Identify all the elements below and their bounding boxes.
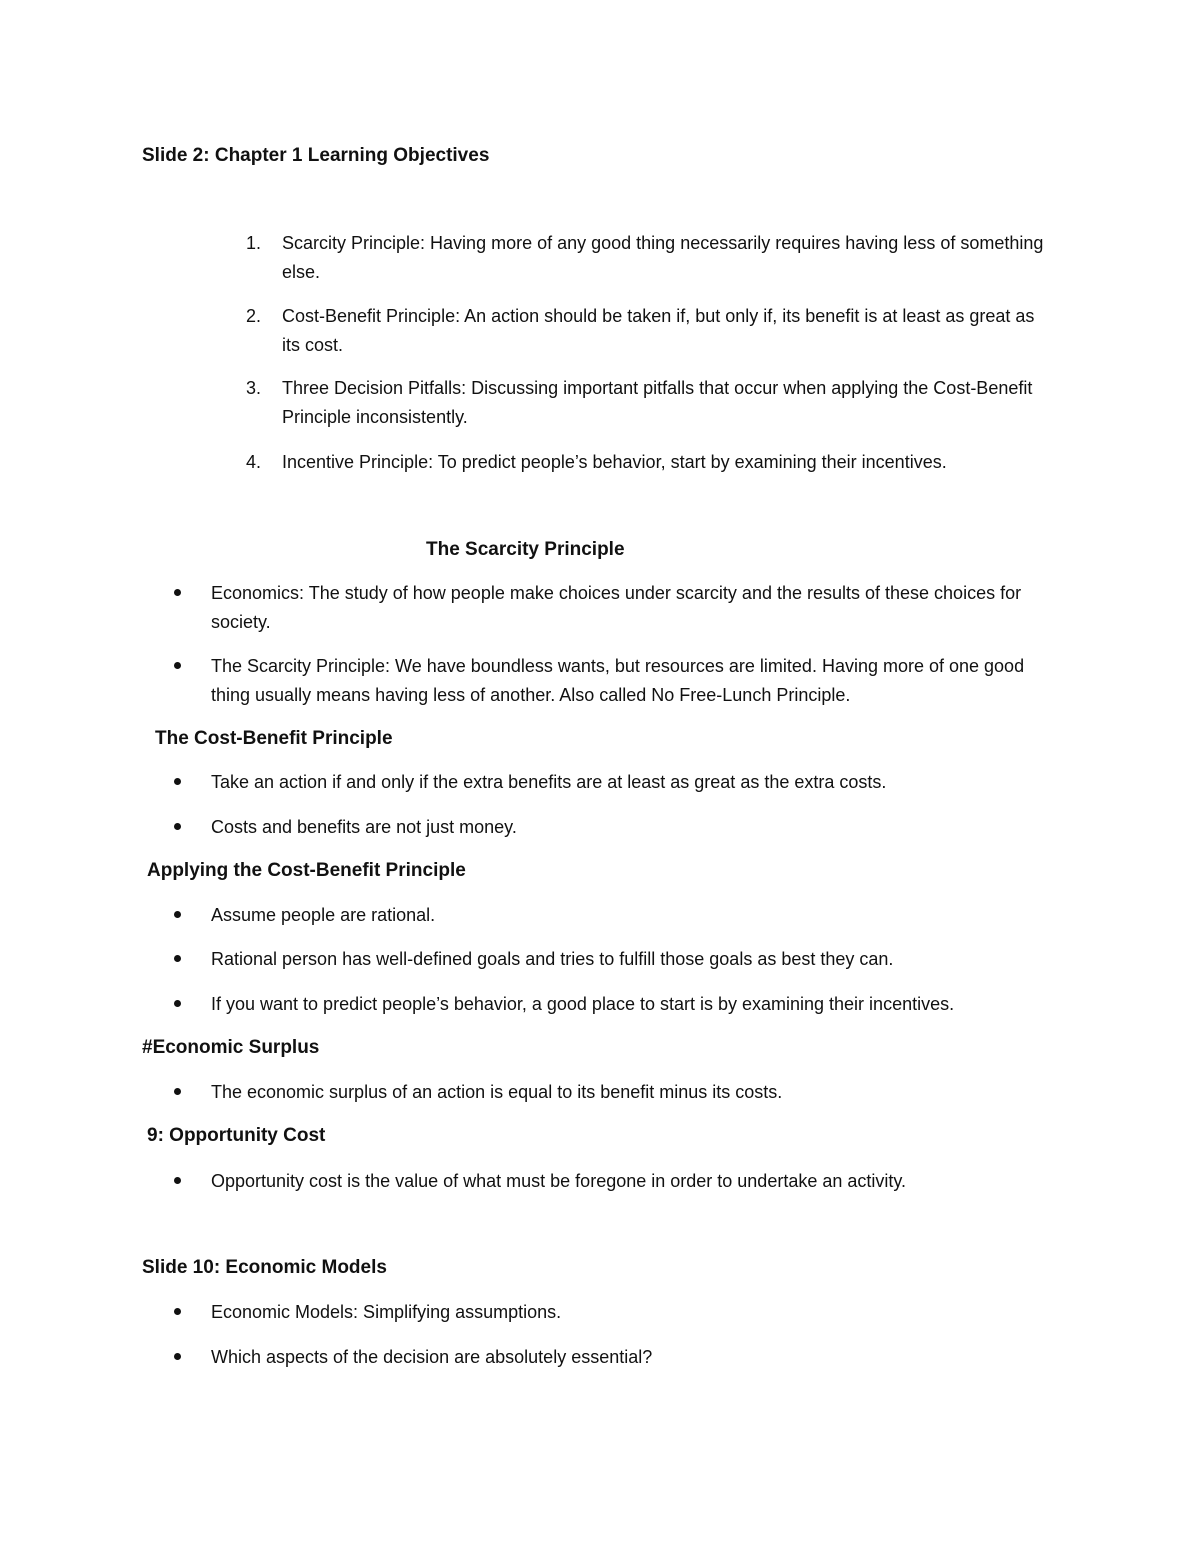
- list-item: If you want to predict people’s behavior, a good place to start is by examining their incentives.: [211, 994, 955, 1014]
- bullet-icon: [174, 778, 181, 785]
- list-item: Rational person has well-defined goals and tries to fulfill those goals as best they can.: [211, 949, 894, 969]
- section-heading-applying-cost-benefit: Applying the Cost-Benefit Principle: [147, 860, 466, 881]
- list-item: The economic surplus of an action is equal to its benefit minus its costs.: [211, 1082, 783, 1102]
- list-item: Costs and benefits are not just money.: [211, 817, 517, 837]
- section-heading-scarcity: The Scarcity Principle: [426, 539, 625, 560]
- list-item-number: 3.: [246, 378, 262, 398]
- list-item: Cost-Benefit Principle: An action should be taken if, but only if, its benefit is at least as great as its cost.: [282, 306, 1035, 355]
- list-item: Economics: The study of how people make choices under scarcity and the results of these choices for society.: [211, 583, 1022, 632]
- bullet-icon: [174, 1177, 181, 1184]
- bullet-icon: [174, 1308, 181, 1315]
- bullet-icon: [174, 1000, 181, 1007]
- list-item-number: 2.: [246, 306, 262, 326]
- bullet-icon: [174, 911, 181, 918]
- list-item: Opportunity cost is the value of what must be foregone in order to undertake an activity.: [211, 1171, 907, 1191]
- bullet-icon: [174, 1088, 181, 1095]
- list-item: Incentive Principle: To predict people’s behavior, start by examining their incentives.: [282, 452, 947, 472]
- section-heading-opportunity-cost: 9: Opportunity Cost: [147, 1125, 326, 1146]
- list-item: Scarcity Principle: Having more of any good thing necessarily requires having less of something else.: [282, 233, 1044, 282]
- list-item: Assume people are rational.: [211, 905, 436, 925]
- list-item: Which aspects of the decision are absolutely essential?: [211, 1347, 653, 1367]
- bullet-icon: [174, 955, 181, 962]
- bullet-icon: [174, 589, 181, 596]
- list-item: Economic Models: Simplifying assumptions.: [211, 1302, 562, 1322]
- section-heading-learning-objectives: Slide 2: Chapter 1 Learning Objectives: [142, 145, 490, 166]
- section-heading-cost-benefit: The Cost-Benefit Principle: [155, 728, 393, 749]
- list-item-number: 1.: [246, 233, 262, 253]
- list-item: The Scarcity Principle: We have boundless wants, but resources are limited. Having more of one good thing usually means having less of another. Also called No Free-Lunch Principle.: [211, 656, 1025, 705]
- bullet-icon: [174, 1353, 181, 1360]
- list-item-number: 4.: [246, 452, 262, 472]
- bullet-icon: [174, 662, 181, 669]
- list-item: Three Decision Pitfalls: Discussing important pitfalls that occur when applying the Cost-Benefit Principle inconsistently.: [282, 378, 1033, 427]
- section-heading-economic-surplus: #Economic Surplus: [142, 1037, 320, 1058]
- bullet-icon: [174, 823, 181, 830]
- section-heading-economic-models: Slide 10: Economic Models: [142, 1257, 387, 1278]
- list-item: Take an action if and only if the extra benefits are at least as great as the extra costs.: [211, 772, 887, 792]
